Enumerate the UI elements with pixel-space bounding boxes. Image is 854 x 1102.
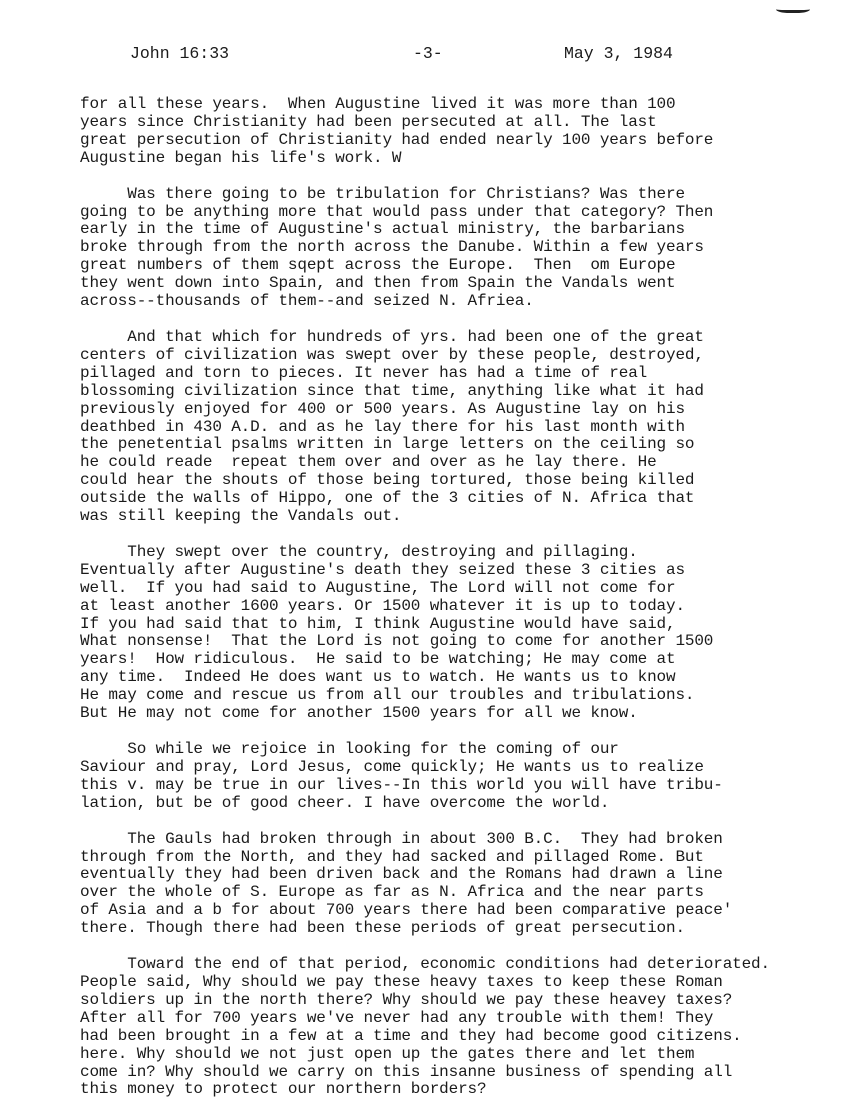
paragraph-3: And that which for hundreds of yrs. had been one of the great centers of civilization was swept over by these people, destroyed, pillaged and torn to pieces. It never has had a time of real blossoming civilization since that time, anything like what it had previously enjoyed for 400 or 500 years. As Augustine lay on his deathbed in 430 A.D. and as he lay there for his last month with the penetential psalms written in large letters on the ceiling so he could reade repeat them over and over as he lay there. He could hear the shouts of those being tortured, those being killed outside the walls of Hippo, one of the 3 cities of N. Africa that was still keeping the Vandals out. (80, 327, 704, 526)
paragraph-2: Was there going to be tribulation for Christians? Was there going to be anything more that would pass under that category? Then early in the time of Augustine's actual ministry, the barbarians broke through from the north across the Danube. Within a few years great numbers of them sqept across the Europe. Then om Europe they went down into Spain, and then from Spain the Vandals went across--thousands of them--and seized N. Afriea. (80, 184, 714, 311)
paragraph-7: Toward the end of that period, economic conditions had deteriorated. People said, Why should we pay these heavy taxes to keep these Roman soldiers up in the north there? Why should we pay these heavey taxes? After all for 700 years we've never had any trouble with them! They had been brought in a few at a time and they had become good citizens. here. Why should we not just open up the gates there and let them come in? Why should we carry on this insanne business of spending all this money to protect our northern borders? (80, 955, 770, 1099)
paragraph-1: for all these years. When Augustine lived it was more than 100 years since Christianity had been persecuted at all. The last great persecution of Christianity had ended nearly 100 years before Augustine began his life's work. W (80, 95, 714, 167)
paragraph-5: So while we rejoice in looking for the coming of our Saviour and pray, Lord Jesus, come quickly; He wants us to realize this v. may be true in our lives--In this world you will have tribu- lation, but be of good cheer. I have overcome the world. (80, 740, 723, 812)
body-text (80, 96, 850, 1099)
paragraph-6: The Gauls had broken through in about 300 B.C. They had broken through from the North, and they had sacked and pillaged Rome. But eventually they had been driven back and the Romans had drawn a line over the whole of S. Europe as far as N. Africa and the near parts of Asia and a b for about 700 years there had been comparative peace' there. Though there had been these periods of great persecution. (80, 829, 733, 938)
header-date: May 3, 1984 (564, 44, 673, 63)
corner-pen-mark (776, 4, 810, 13)
page-number: -3- (413, 44, 443, 63)
paragraph-4: They swept over the country, destroying and pillaging. Eventually after Augustine's death they seized these 3 cities as well. If you had said to Augustine, The Lord will not come for at least another 1600 years. Or 1500 whatever it is up to today. If you had said that to him, I think Augustine would have said, What nonsense! That the Lord is not going to come for another 1500 years! How ridiculous. He said to be watching; He may come at any time. Indeed He does want us to watch. He wants us to know He may come and rescue us from all our troubles and tribulations. But He may not come for another 1500 years for all we know. (80, 542, 714, 723)
header-scripture-reference: John 16:33 (130, 44, 230, 63)
